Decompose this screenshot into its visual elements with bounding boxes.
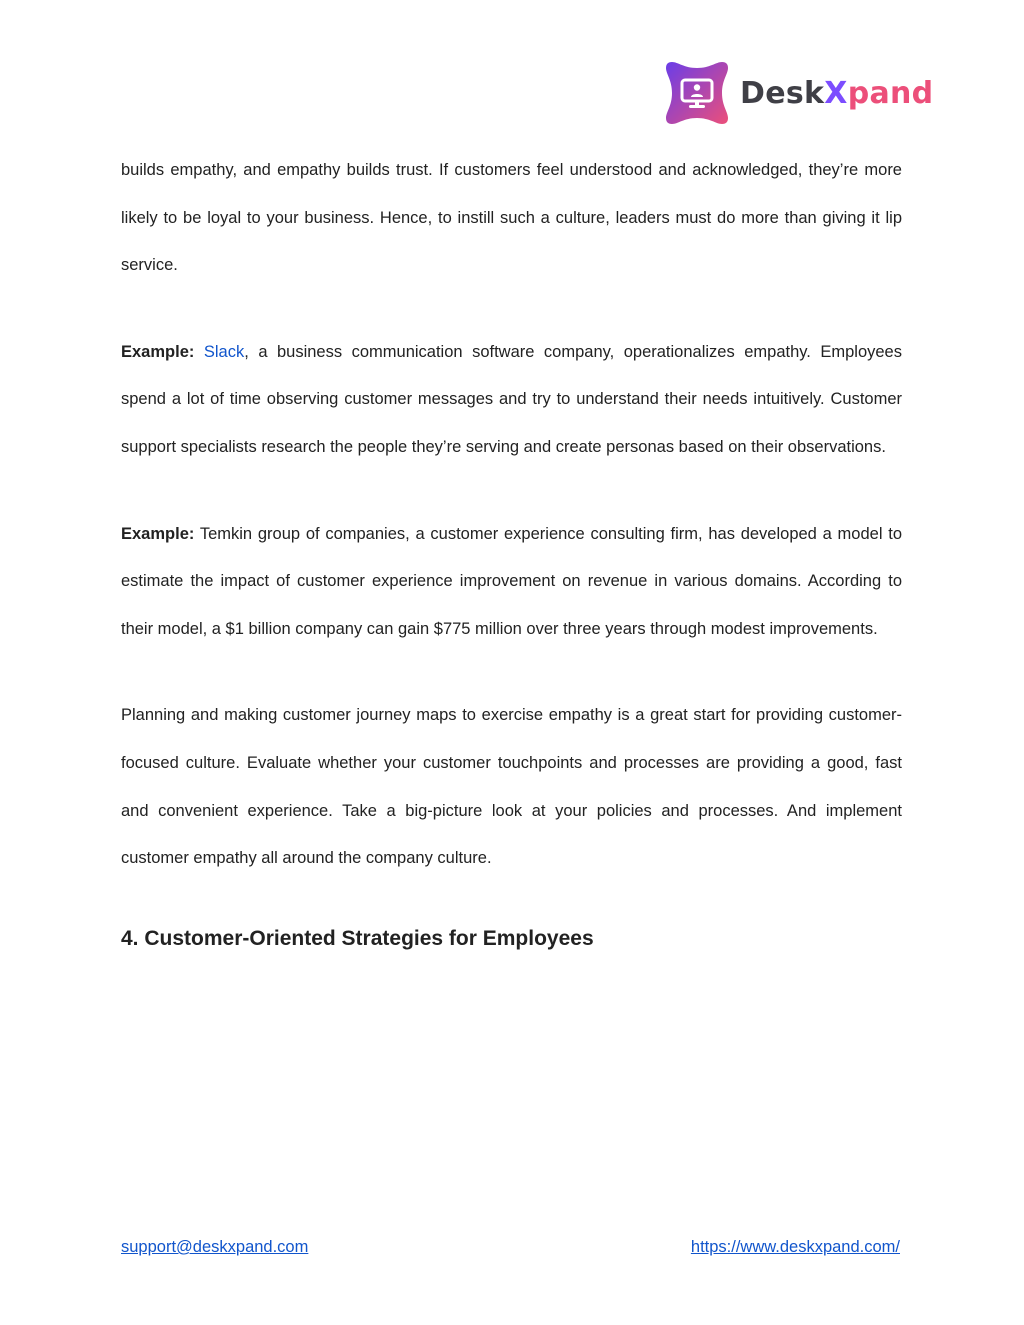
paragraph-journey-maps: Planning and making customer journey maps to exercise empathy is a great start for providing customer-focused culture. Evaluate whether your customer touchpoints and processes are providing a good, fast and convenient experience. Take a big-picture look at your policies and processes. And implement customer empathy all around the company culture. <box>121 706 902 868</box>
logo-text-pand: pand <box>847 75 934 111</box>
paragraph-temkin-example <box>121 511 902 654</box>
logo-text-x: X <box>824 75 848 111</box>
temkin-example-text: Temkin group of companies, a customer experience consulting firm, has developed a model to estimate the impact of customer experience improvement on revenue in various domains. According to their model, a $1 billion company can gain $775 million over three years through modest improvements. <box>121 524 902 638</box>
paragraph-slack-example <box>121 329 902 472</box>
example-label: Example: <box>121 342 195 361</box>
logo-text-desk: Desk <box>740 75 825 111</box>
slack-link[interactable]: Slack <box>203 342 245 361</box>
slack-example-text: , a business communication software company, operationalizes empathy. Employees spend a lot of time observing customer messages and try to understand their needs intuitively. Customer support specialists research the people they’re serving and create personas based on their observations. <box>121 342 902 456</box>
support-email-link[interactable]: support@deskxpand.com <box>121 1238 309 1256</box>
page-footer <box>121 1238 902 1262</box>
website-link[interactable]: https://www.deskxpand.com/ <box>690 1238 900 1256</box>
section-heading: 4. Customer-Oriented Strategies for Employees <box>121 926 594 950</box>
document-body <box>121 147 902 953</box>
example-label: Example: <box>121 524 195 543</box>
paragraph-empathy-trust: builds empathy, and empathy builds trust. If customers feel understood and acknowledged, they’re more likely to be loyal to your business. Hence, to instill such a culture, leaders must do more than giving it lip service. <box>121 161 902 275</box>
deskxpand-logo <box>664 60 933 126</box>
logo-wordmark <box>740 76 933 111</box>
monitor-user-icon <box>664 60 730 126</box>
